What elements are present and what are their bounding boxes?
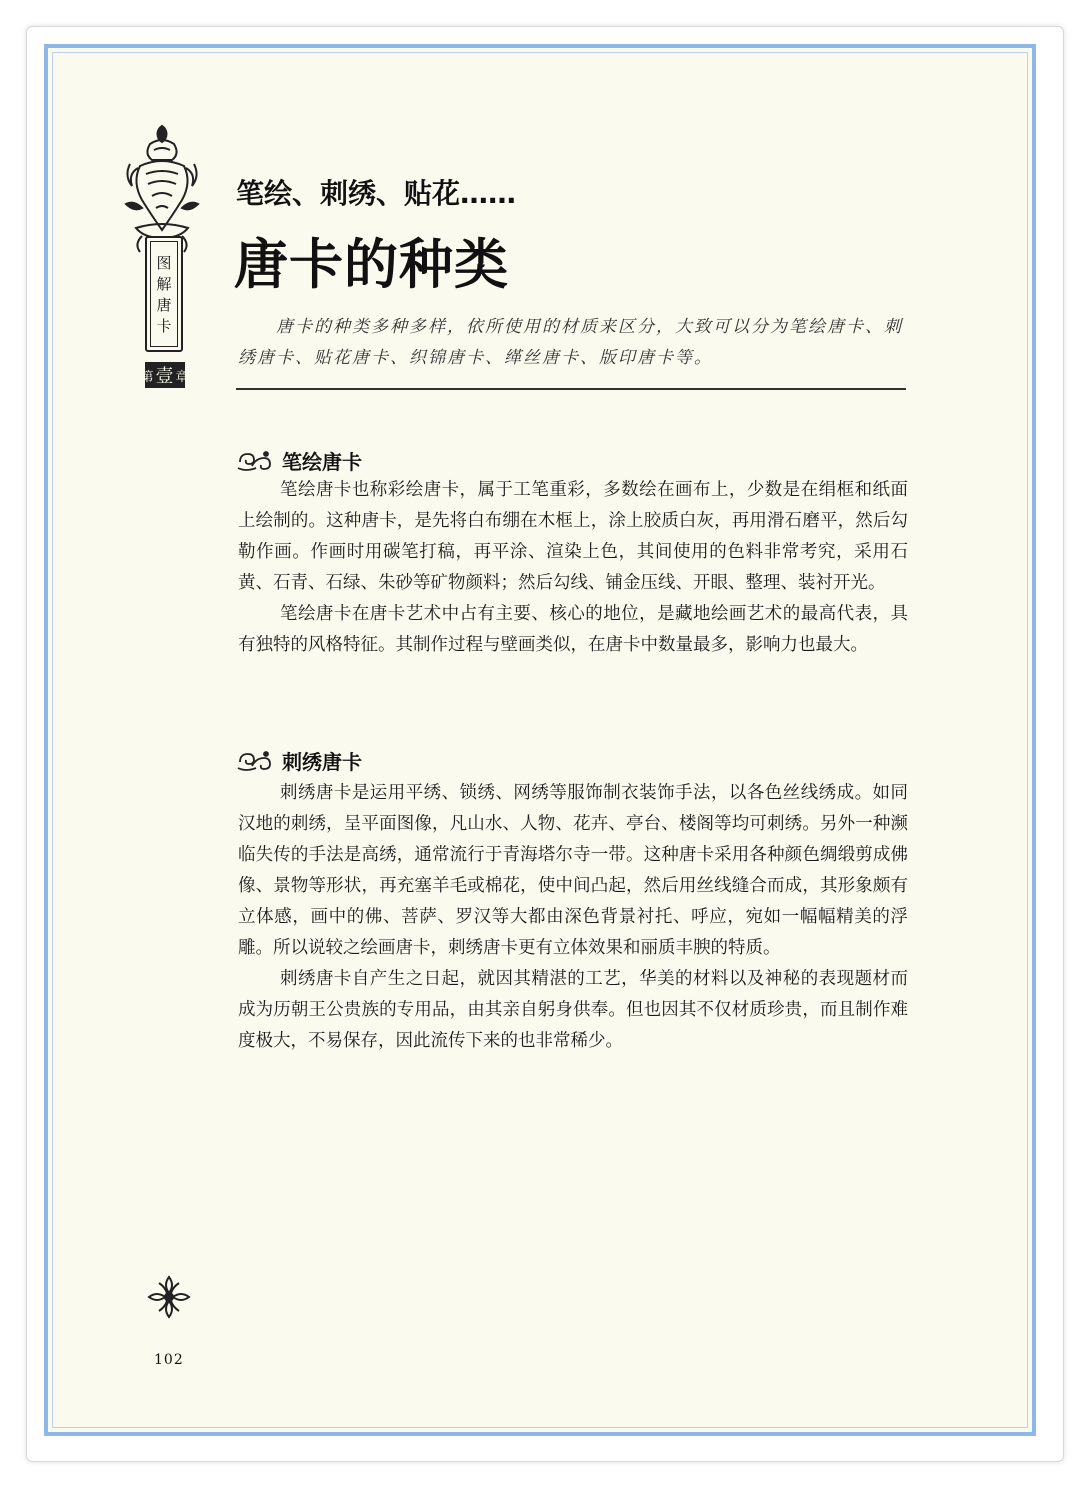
divider [236,388,906,390]
side-tab [145,236,183,352]
cloud-scroll-icon [236,748,274,774]
section-heading-label: 刺绣唐卡 [282,750,362,774]
page-number: 102 [154,1352,184,1368]
chapter-suffix: 章 [175,369,190,385]
side-tab-char: 图 [156,253,172,272]
page-subtitle: 笔绘、刺绣、贴花…… [236,177,517,210]
side-tab-inner [150,241,178,347]
cloud-scroll-icon [236,448,274,474]
chapter-number: 壹 [155,366,175,387]
side-tab-char: 唐 [156,295,172,314]
paragraph: 笔绘唐卡在唐卡艺术中占有主要、核心的地位，是藏地绘画艺术的最高代表，具有独特的风格特征。其制作过程与壁画类似，在唐卡中数量最多，影响力也最大。 [238,604,908,655]
chapter-prefix: 第 [140,369,155,385]
chapter-badge [140,362,190,388]
section-body [238,475,908,661]
double-vajra-icon [147,1275,191,1319]
paragraph: 刺绣唐卡是运用平绣、锁绣、网绣等服饰制衣装饰手法，以各色丝线绣成。如同汉地的刺绣，呈平面图像，凡山水、人物、花卉、亭台、楼阁等均可刺绣。另外一种濒临失传的手法是高绣，通常流行于青海塔尔寺一带。这种唐卡采用各种颜色绸缎剪成佛像、景物等形状，再充塞羊毛或棉花，使中间凸起，然后用丝线缝合而成，其形象颇有立体感，画中的佛、菩萨、罗汉等大都由深色背景衬托、呼应，宛如一幅幅精美的浮雕。所以说较之绘画唐卡，刺绣唐卡更有立体效果和丽质丰腴的特质。 [238,783,908,958]
paragraph: 刺绣唐卡自产生之日起，就因其精湛的工艺，华美的材料以及神秘的表现题材而成为历朝王公贵族的专用品，由其亲自躬身供奉。但也因其不仅材质珍贵，而且制作难度极大，不易保存，因此流传下来的也非常稀少。 [238,969,908,1051]
section-heading [236,446,362,475]
side-tab-char: 解 [156,274,172,293]
paragraph: 笔绘唐卡也称彩绘唐卡，属于工笔重彩，多数绘在画布上，少数是在绢框和纸面上绘制的。这种唐卡，是先将白布绷在木框上，涂上胶质白灰，再用滑石磨平，然后勾勒作画。作画时用碳笔打稿，再平涂、渲染上色，其间使用的色料非常考究，采用石黄、石青、石绿、朱砂等矿物颜料；然后勾线、铺金压线、开眼、整理、装衬开光。 [238,480,908,593]
section-heading [236,746,362,775]
page-title: 唐卡的种类 [234,233,509,296]
intro-paragraph: 唐卡的种类多种多样，依所使用的材质来区分，大致可以分为笔绘唐卡、刺绣唐卡、贴花唐卡、织锦唐卡、缂丝唐卡、版印唐卡等。 [238,317,903,368]
side-tab-char: 卡 [156,316,172,335]
section-body [238,778,908,1057]
section-heading-label: 笔绘唐卡 [282,450,362,474]
